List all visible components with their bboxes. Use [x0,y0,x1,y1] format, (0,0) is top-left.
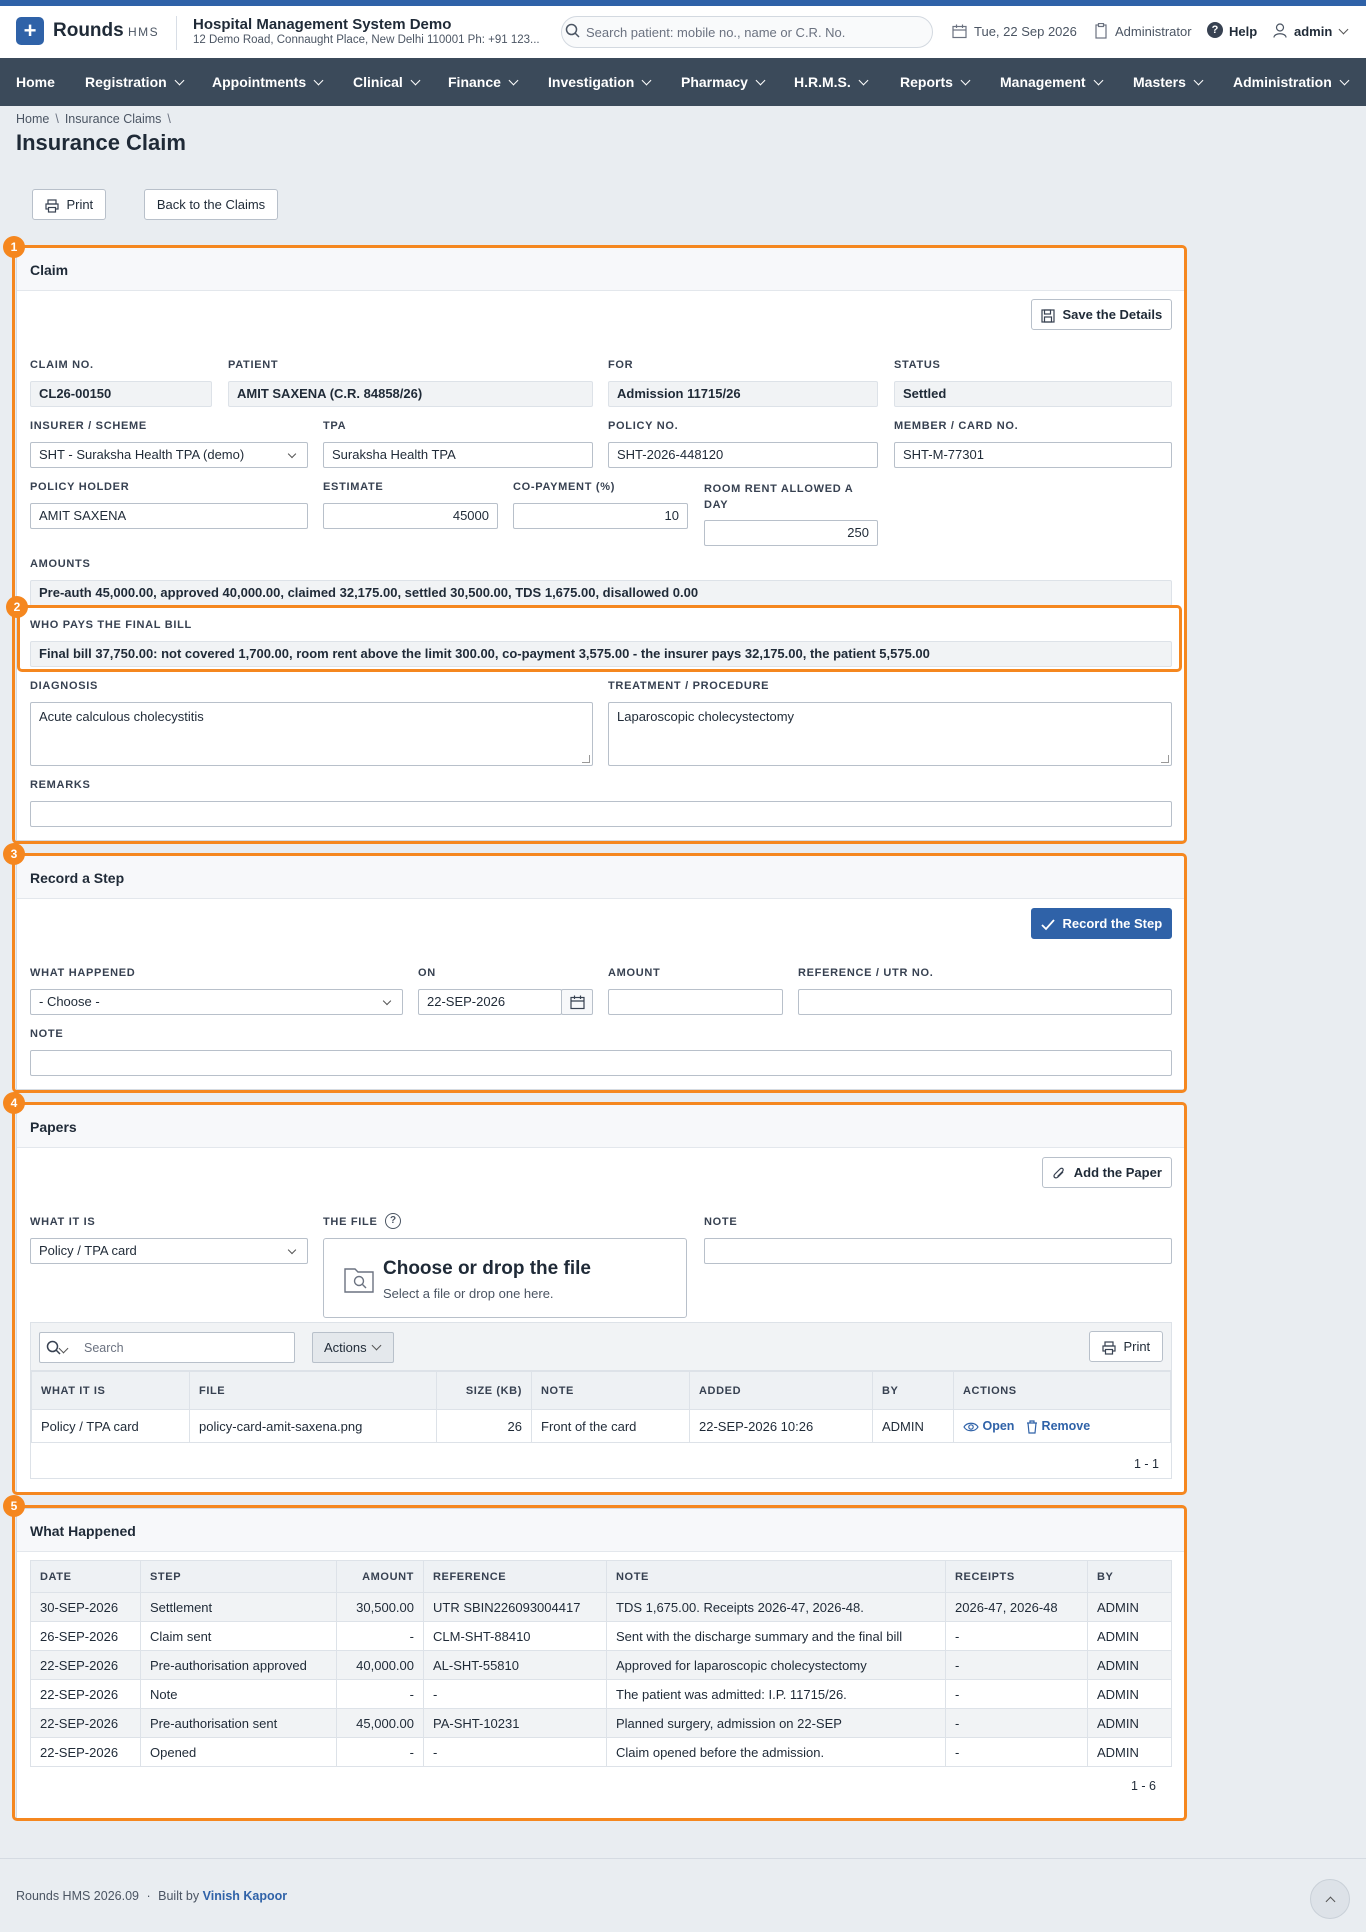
remarks-label: REMARKS [30,779,91,791]
who-pays-label: WHO PAYS THE FINAL BILL [30,619,192,631]
treatment-textarea[interactable] [608,702,1172,766]
main-nav [0,58,1366,106]
remove-label: Remove [1041,1419,1091,1434]
history-card [16,1508,1185,1819]
col-size[interactable]: SIZE (KB) [437,1372,532,1410]
footer-author-link[interactable]: Vinish Kapoor [202,1889,288,1903]
paper-note-label: NOTE [704,1216,738,1228]
nav-masters[interactable] [1133,74,1202,90]
col-note: NOTE [607,1561,946,1593]
cell-by: ADMIN [1088,1593,1172,1622]
nav-label: Administration [1233,74,1332,90]
step-badge-2: 2 [6,596,28,618]
on-date-label: ON [418,967,436,979]
nav-registration[interactable] [85,74,183,90]
cell-date: 22-SEP-2026 [31,1709,141,1738]
holder-field[interactable]: AMIT SAXENA [30,503,308,529]
cell-amount: 30,500.00 [337,1593,424,1622]
diagnosis-label: DIAGNOSIS [30,680,99,692]
save-icon [1041,309,1055,323]
papers-card [16,1104,1185,1493]
step-badge-5: 5 [3,1495,25,1517]
cell-by: ADMIN [873,1410,954,1443]
breadcrumb-separator: \ [55,112,59,126]
estimate-field[interactable]: 45000 [323,503,498,529]
chevron-down-icon [1093,76,1103,86]
col-by: BY [1088,1561,1172,1593]
file-help-icon[interactable]: ? [385,1213,401,1229]
cell-note: Planned surgery, admission on 22-SEP [607,1709,946,1738]
footer-built-by: Built by [158,1889,200,1903]
add-paper-button[interactable] [1042,1157,1172,1188]
reference-field[interactable] [798,989,1172,1015]
cell-receipts: - [946,1709,1088,1738]
dropzone-subtitle: Select a file or drop one here. [383,1286,554,1301]
col-note[interactable]: NOTE [532,1372,690,1410]
cell-by: ADMIN [1088,1680,1172,1709]
paper-type-value: Policy / TPA card [39,1243,137,1258]
user-role: Administrator [1115,24,1192,39]
papers-table-wrap [31,1371,1171,1443]
grid-actions-label: Actions [324,1340,367,1355]
cell-amount: 40,000.00 [337,1651,424,1680]
chevron-down-icon [755,76,765,86]
col-actions: ACTIONS [954,1372,1171,1410]
nav-label: Investigation [548,74,635,90]
cell-date: 26-SEP-2026 [31,1622,141,1651]
paperclip-icon [1052,1166,1066,1181]
col-reference: REFERENCE [424,1561,607,1593]
file-label: THE FILE [323,1216,378,1228]
cell-step: Opened [141,1738,337,1767]
paper-note-field[interactable] [704,1238,1172,1264]
dropzone-title: Choose or drop the file [383,1258,591,1279]
chevron-down-icon [1339,76,1349,86]
chevron-down-icon [410,76,420,86]
date-picker-button[interactable] [561,989,593,1015]
cell-receipts: - [946,1651,1088,1680]
papers-title: Papers [30,1119,77,1135]
nav-label: Registration [85,74,167,90]
cell-what: Policy / TPA card [32,1410,190,1443]
remove-paper-link[interactable] [1026,1419,1090,1433]
cell-date: 22-SEP-2026 [31,1651,141,1680]
nav-label: Masters [1133,74,1186,90]
file-dropzone[interactable] [323,1238,687,1318]
user-menu[interactable] [1294,24,1347,39]
cell-note: Front of the card [532,1410,690,1443]
what-happened-select[interactable] [30,989,403,1015]
nav-investigation[interactable] [548,74,650,90]
current-date: Tue, 22 Sep 2026 [974,24,1077,39]
col-what[interactable]: WHAT IT IS [32,1372,190,1410]
cell-by: ADMIN [1088,1709,1172,1738]
treatment-label: TREATMENT / PROCEDURE [608,680,770,692]
history-title: What Happened [30,1523,136,1539]
folder-search-icon [344,1265,374,1293]
nav-label: Appointments [212,74,307,90]
chevron-down-icon [1193,76,1203,86]
chevron-down-icon [960,76,970,86]
on-date-field[interactable]: 22-SEP-2026 [418,989,562,1015]
printer-icon [1102,1341,1116,1355]
nav-management[interactable] [1000,74,1102,90]
printer-icon [45,199,59,213]
diagnosis-value: Acute calculous cholecystitis [39,709,204,724]
papers-header [17,1105,1184,1148]
footer-dot: · [146,1889,151,1903]
status-label: STATUS [894,359,941,371]
tpa-field[interactable]: Suraksha Health TPA [323,442,593,468]
col-date: DATE [31,1561,141,1593]
cell-size: 26 [437,1410,532,1443]
table-row [31,1622,1172,1651]
cell-reference: PA-SHT-10231 [424,1709,607,1738]
insurer-label: INSURER / SCHEME [30,420,147,432]
cell-step: Settlement [141,1593,337,1622]
chevron-down-icon [858,76,868,86]
cell-date: 22-SEP-2026 [31,1680,141,1709]
table-row [31,1709,1172,1738]
chevron-down-icon [314,76,324,86]
chevron-down-icon [288,450,296,458]
record-step-header [17,856,1184,899]
claim-card [16,247,1185,841]
paper-type-select[interactable] [30,1238,308,1264]
grid-actions-button[interactable] [312,1332,394,1363]
room-rent-label: ROOM RENT ALLOWED A DAY [704,483,853,511]
app-header [0,6,1366,58]
nav-appointments[interactable] [212,74,322,90]
chevron-down-icon [371,1341,381,1351]
cell-note: TDS 1,675.00. Receipts 2026-47, 2026-48. [607,1593,946,1622]
papers-grid-toolbar [31,1323,1171,1371]
user-icon [1273,23,1287,38]
insurer-select[interactable] [30,442,308,468]
trash-icon [1026,1420,1038,1434]
room-rent-field[interactable]: 250 [704,520,878,546]
step-note-field[interactable] [30,1050,1172,1076]
nav-label: Management [1000,74,1086,90]
patient-field: AMIT SAXENA (C.R. 84858/26) [228,381,593,407]
record-step-card [16,855,1185,1090]
cell-receipts: - [946,1680,1088,1709]
papers-header-row [32,1372,1171,1410]
nav-label: H.R.M.S. [794,74,851,90]
history-header-row [31,1561,1172,1593]
step-badge-3: 3 [3,843,25,865]
footer-version: Rounds HMS 2026.09 [16,1889,139,1903]
what-happened-label: WHAT HAPPENED [30,967,136,979]
print-label: Print [66,197,94,212]
cell-step: Pre-authorisation approved [141,1651,337,1680]
chevron-down-icon [288,1246,296,1254]
table-row [32,1410,1171,1443]
open-label: Open [982,1419,1015,1434]
cell-date: 22-SEP-2026 [31,1738,141,1767]
claim-no-field: CL26-00150 [30,381,212,407]
cell-amount: - [337,1738,424,1767]
clipboard-icon [1095,23,1107,39]
page-footer [0,1858,1366,1932]
app-tag: HMS [128,25,160,39]
print-button[interactable] [32,189,106,220]
add-paper-label: Add the Paper [1073,1165,1162,1180]
cell-date: 30-SEP-2026 [31,1593,141,1622]
header-divider [176,16,177,50]
check-icon [1041,919,1055,931]
eye-icon [963,1421,979,1433]
cell-reference: - [424,1680,607,1709]
nav-hrms[interactable] [794,74,867,90]
help-link[interactable]: Help [1229,24,1258,39]
amounts-label: AMOUNTS [30,558,91,570]
hospital-name: Hospital Management System Demo [193,16,452,33]
cell-note: The patient was admitted: I.P. 11715/26. [607,1680,946,1709]
cell-file: policy-card-amit-saxena.png [190,1410,437,1443]
paper-type-label: WHAT IT IS [30,1216,96,1228]
step-badge-4: 4 [3,1092,25,1114]
cell-by: ADMIN [1088,1622,1172,1651]
cell-by: ADMIN [1088,1651,1172,1680]
cell-note: Sent with the discharge summary and the final bill [607,1622,946,1651]
copay-label: CO-PAYMENT (%) [513,481,616,493]
col-receipts: RECEIPTS [946,1561,1088,1593]
footer-text [16,1889,287,1903]
papers-pager: 1 - 1 [1133,1457,1159,1471]
cell-note: Claim opened before the admission. [607,1738,946,1767]
papers-grid [30,1322,1172,1479]
cell-step: Claim sent [141,1622,337,1651]
cell-reference: AL-SHT-55810 [424,1651,607,1680]
for-field: Admission 11715/26 [608,381,878,407]
cell-actions [954,1410,1171,1443]
cell-reference: CLM-SHT-88410 [424,1622,607,1651]
cell-amount: 45,000.00 [337,1709,424,1738]
papers-grid-search[interactable] [39,1332,295,1363]
amount-label: AMOUNT [608,967,661,979]
nav-home[interactable] [16,74,55,90]
nav-label: Reports [900,74,953,90]
step-note-label: NOTE [30,1028,64,1040]
status-field: Settled [894,381,1172,407]
table-row [31,1738,1172,1767]
col-added[interactable]: ADDED [690,1372,873,1410]
claim-card-header [17,248,1184,291]
patient-search-input[interactable] [561,16,933,48]
table-row [31,1651,1172,1680]
nav-label: Pharmacy [681,74,748,90]
breadcrumb [16,112,177,126]
page-title: Insurance Claim [16,130,186,155]
member-label: MEMBER / CARD NO. [894,420,1019,432]
chevron-down-icon [642,76,652,86]
treatment-value: Laparoscopic cholecystectomy [617,709,795,724]
policy-no-label: POLICY NO. [608,420,679,432]
for-label: FOR [608,359,634,371]
claim-no-label: CLAIM NO. [30,359,94,371]
insurer-value: SHT - Suraksha Health TPA (demo) [39,447,245,462]
grid-print-button[interactable] [1089,1331,1163,1362]
col-file[interactable]: FILE [190,1372,437,1410]
app-name: Rounds [53,20,124,41]
search-icon [565,23,581,39]
chevron-down-icon [508,76,518,86]
hospital-address: 12 Demo Road, Connaught Place, New Delhi 110001 Ph: +91 123... [193,34,540,46]
cell-amount: - [337,1680,424,1709]
chevron-up-icon [1326,1897,1336,1907]
nav-clinical[interactable] [353,74,419,90]
cell-note: Approved for laparoscopic cholecystectomy [607,1651,946,1680]
breadcrumb-separator: \ [167,112,171,126]
chevron-down-icon [383,997,391,1005]
cell-receipts: - [946,1622,1088,1651]
diagnosis-textarea[interactable] [30,702,593,766]
record-step-button[interactable] [1031,908,1172,939]
nav-administration[interactable] [1233,74,1348,90]
history-table-wrap [30,1560,1172,1767]
grid-print-label: Print [1123,1339,1151,1354]
cell-by: ADMIN [1088,1738,1172,1767]
cell-receipts: 2026-47, 2026-48 [946,1593,1088,1622]
copay-field[interactable]: 10 [513,503,688,529]
step-badge-1: 1 [3,236,25,258]
calendar-icon [570,995,585,1010]
search-placeholder: Search patient: mobile no., name or C.R. No. [586,25,846,40]
policy-no-field[interactable]: SHT-2026-448120 [608,442,878,468]
nav-reports[interactable] [900,74,969,90]
nav-label: Finance [448,74,501,90]
tpa-label: TPA [323,420,347,432]
who-pays-field: Final bill 37,750.00: not covered 1,700.00, room rent above the limit 300.00, co-payment 3,575.00 - the insurer pays 32,175.00, the patient 5,575.00 [30,641,1172,667]
patient-label: PATIENT [228,359,279,371]
history-pager: 1 - 6 [1130,1779,1156,1793]
col-step: STEP [141,1561,337,1593]
history-table [30,1560,1172,1767]
calendar-icon [952,24,967,39]
claim-title: Claim [30,262,69,278]
breadcrumb-claims[interactable]: Insurance Claims [64,112,162,126]
nav-pharmacy[interactable] [681,74,764,90]
back-to-claims-button[interactable]: Back to the Claims [144,189,278,220]
cell-added: 22-SEP-2026 10:26 [690,1410,873,1443]
table-row [31,1680,1172,1709]
open-paper-link[interactable] [963,1419,1014,1433]
nav-label: Home [16,74,55,90]
table-row [31,1593,1172,1622]
cell-reference: UTR SBIN226093004417 [424,1593,607,1622]
holder-label: POLICY HOLDER [30,481,130,493]
cell-step: Pre-authorisation sent [141,1709,337,1738]
save-details-button[interactable] [1031,299,1172,330]
user-name: admin [1294,24,1333,39]
chevron-down-icon [174,76,184,86]
estimate-label: ESTIMATE [323,481,384,493]
cell-reference: - [424,1738,607,1767]
amounts-field: Pre-auth 45,000.00, approved 40,000.00, claimed 32,175.00, settled 30,500.00, TDS 1,675.00, disallowed 0.00 [30,580,1172,606]
record-step-title: Record a Step [30,870,125,886]
nav-finance[interactable] [448,74,517,90]
record-step-label: Record the Step [1062,916,1163,931]
member-field[interactable]: SHT-M-77301 [894,442,1172,468]
col-amount: AMOUNT [337,1561,424,1593]
remarks-field[interactable] [30,801,1172,827]
reference-label: REFERENCE / UTR NO. [798,967,934,979]
save-details-label: Save the Details [1062,307,1163,322]
col-by[interactable]: BY [873,1372,954,1410]
grid-search-placeholder: Search [84,1341,124,1355]
cell-receipts: - [946,1738,1088,1767]
app-logo-icon[interactable]: + [16,17,44,45]
what-happened-value: - Choose - [39,994,100,1009]
papers-table [31,1371,1171,1443]
breadcrumb-home[interactable]: Home [16,112,50,126]
nav-label: Clinical [353,74,403,90]
chevron-down-icon [1339,25,1349,35]
amount-field[interactable] [608,989,783,1015]
cell-amount: - [337,1622,424,1651]
history-header [17,1509,1184,1552]
scroll-to-top-button[interactable] [1310,1879,1350,1919]
cell-step: Note [141,1680,337,1709]
help-icon[interactable]: ? [1207,22,1223,38]
